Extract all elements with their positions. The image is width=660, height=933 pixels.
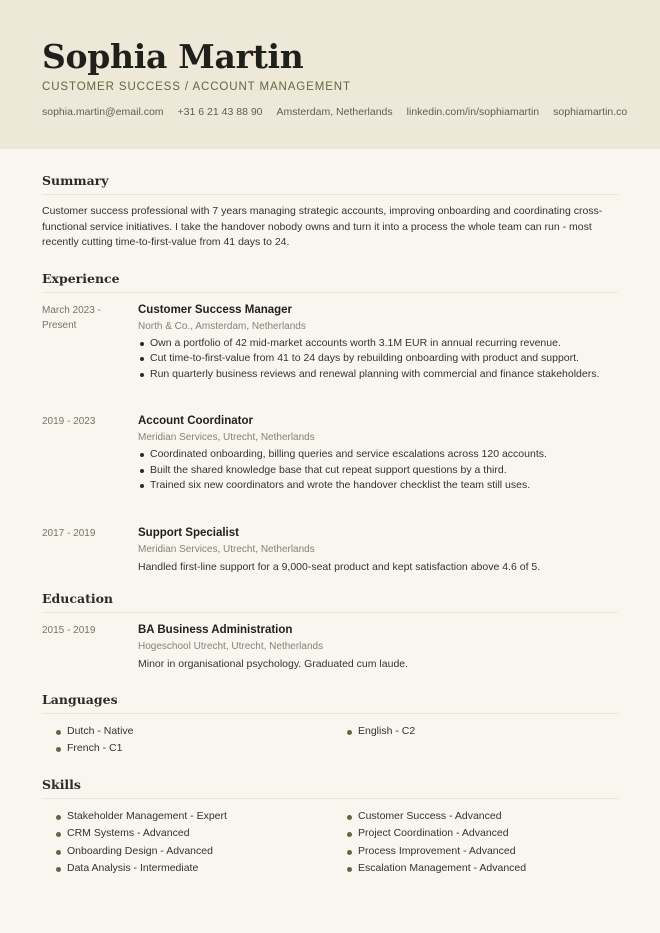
resume-body <box>0 149 660 877</box>
skills-list <box>42 809 618 877</box>
education-entry <box>42 623 618 672</box>
entry-date: March 2023 - Present <box>42 304 101 331</box>
entry-date: 2017 - 2019 <box>42 527 96 539</box>
section-title-summary: Summary <box>42 173 618 195</box>
language-item: English - C2 <box>347 724 618 740</box>
experience-entry <box>42 526 618 575</box>
summary-section <box>42 173 618 251</box>
entry-title: BA Business Administration <box>138 623 293 636</box>
experience-entry <box>42 414 618 494</box>
skill-item: Onboarding Design - Advanced <box>56 844 347 860</box>
contact-location: Amsterdam, Netherlands <box>276 106 393 118</box>
experience-section <box>42 271 618 575</box>
language-item: French - C1 <box>56 741 347 757</box>
bullet-item: Built the shared knowledge base that cut repeat support questions by a third. <box>138 463 618 479</box>
skill-item: Process Improvement - Advanced <box>347 844 618 860</box>
entry-org: Meridian Services, Utrecht, Netherlands <box>138 432 315 443</box>
languages-section <box>42 692 618 757</box>
entry-bullets <box>138 447 618 494</box>
resume-header <box>0 0 660 149</box>
entry-date: 2019 - 2023 <box>42 416 96 427</box>
entry-bullets <box>138 336 618 383</box>
skill-item: Customer Success - Advanced <box>347 809 618 825</box>
skill-item: Escalation Management - Advanced <box>347 861 618 877</box>
bullet-item: Own a portfolio of 42 mid-market accounts worth 3.1M EUR in annual recurring revenue. <box>138 336 618 352</box>
entry-description: Minor in organisational psychology. Graduated cum laude. <box>138 657 409 670</box>
entry-description: Handled first-line support for a 9,000-seat product and kept satisfaction above 4.6 of 5. <box>138 560 541 573</box>
candidate-role: CUSTOMER SUCCESS / ACCOUNT MANAGEMENT <box>42 81 351 93</box>
section-title-education: Education <box>42 591 618 613</box>
entry-org: Hogeschool Utrecht, Utrecht, Netherlands <box>138 640 324 652</box>
bullet-item: Coordinated onboarding, billing queries and service escalations across 120 accounts. <box>138 447 618 463</box>
bullet-item: Cut time-to-first-value from 41 to 24 days by rebuilding onboarding with product and support. <box>138 351 618 367</box>
candidate-name: Sophia Martin <box>42 37 304 76</box>
summary-text: Customer success professional with 7 years managing strategic accounts, improving onboarding and coordinating cross-functional service initiatives. I take the handover nobody owns and turn it into a process the whole team can run - most recently cutting time-to-first-value from 41 days to 24. <box>42 205 603 248</box>
skill-item: Stakeholder Management - Expert <box>56 809 347 825</box>
entry-title: Account Coordinator <box>138 415 253 427</box>
contact-email[interactable]: sophia.martin@email.com <box>42 106 164 118</box>
contact-phone[interactable]: +31 6 21 43 88 90 <box>177 106 263 118</box>
bullet-item: Run quarterly business reviews and renewal planning with commercial and finance stakeholders. <box>138 367 618 383</box>
entry-title: Customer Success Manager <box>138 303 293 316</box>
contact-linkedin[interactable]: linkedin.com/in/sophiamartin <box>406 106 540 118</box>
skill-item: Project Coordination - Advanced <box>347 826 618 842</box>
education-section <box>42 591 618 672</box>
skill-item: CRM Systems - Advanced <box>56 826 347 842</box>
languages-list <box>42 724 618 757</box>
section-title-experience: Experience <box>42 271 618 293</box>
experience-entry <box>42 303 618 383</box>
skills-section <box>42 777 618 877</box>
bullet-item: Trained six new coordinators and wrote the handover checklist the team still uses. <box>138 478 618 494</box>
entry-org: North & Co., Amsterdam, Netherlands <box>138 320 306 332</box>
section-title-skills: Skills <box>42 777 618 799</box>
contact-website[interactable]: sophiamartin.co <box>553 106 628 118</box>
contact-info <box>42 106 628 118</box>
entry-org: Meridian Services, Utrecht, Netherlands <box>138 543 315 555</box>
entry-date: 2015 - 2019 <box>42 624 96 636</box>
language-item: Dutch - Native <box>56 724 347 740</box>
skill-item: Data Analysis - Intermediate <box>56 861 347 877</box>
entry-title: Support Specialist <box>138 526 239 539</box>
section-title-languages: Languages <box>42 692 618 714</box>
